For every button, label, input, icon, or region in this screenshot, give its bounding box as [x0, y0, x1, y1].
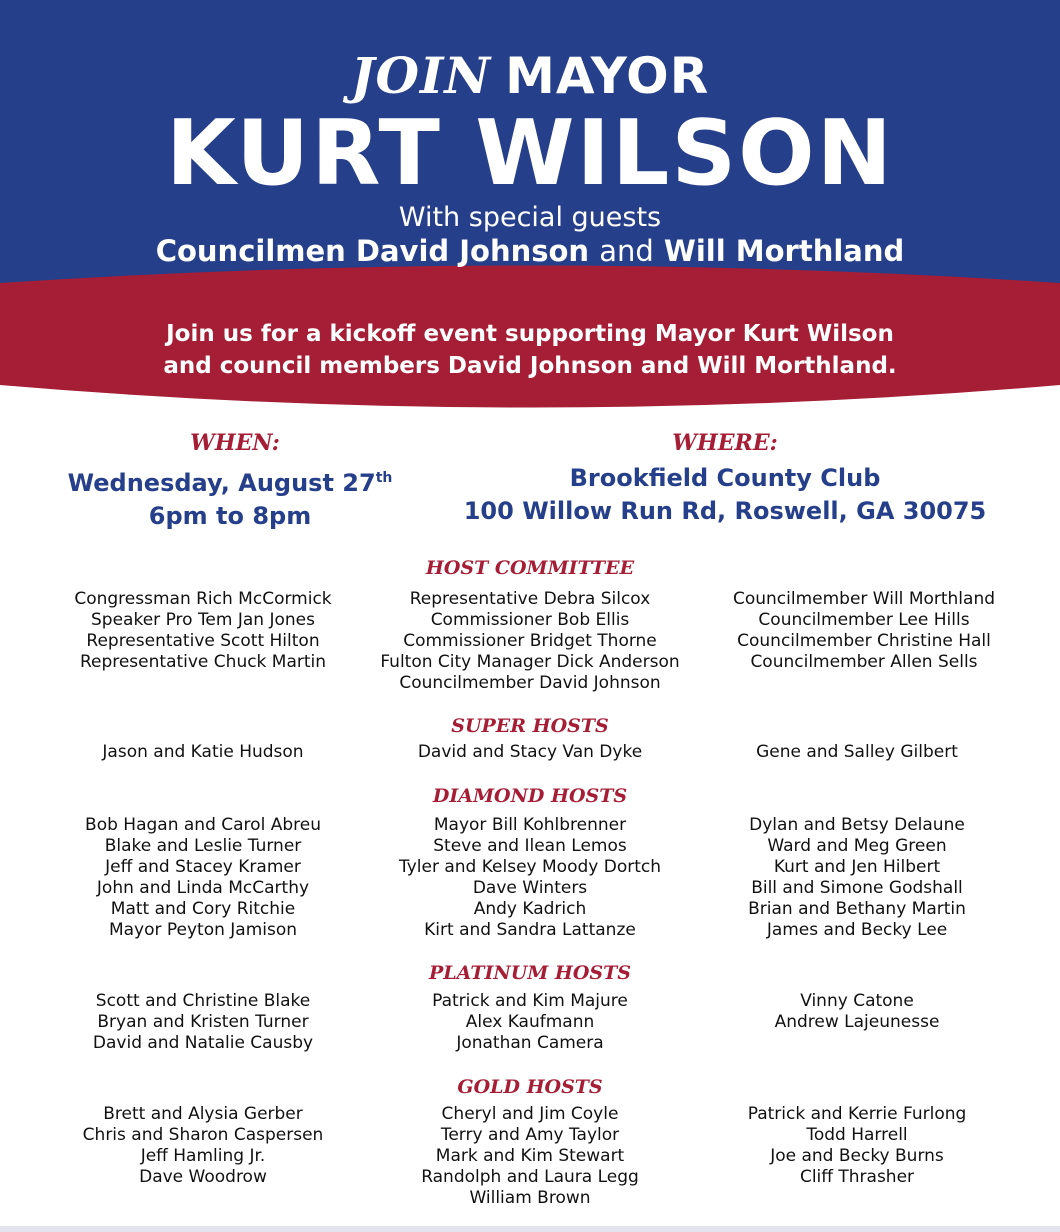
platinum-hosts-title: PLATINUM HOSTS: [428, 962, 632, 984]
host-name: Chris and Sharon Caspersen: [82, 1125, 324, 1145]
event-time: 6pm to 8pm: [148, 502, 312, 530]
host-name: Mayor Peyton Jamison: [108, 920, 298, 940]
guest-1: Councilmen David Johnson: [155, 234, 590, 268]
join-mayor-heading: [0, 46, 1060, 105]
candidate-name: KURT WILSON: [166, 101, 894, 206]
host-name: Commissioner Bridget Thorne: [403, 631, 657, 651]
diamond-hosts-col-2: [360, 815, 700, 941]
host-name: Vinny Catone: [800, 991, 914, 1011]
host-committee-col-3: [694, 589, 1034, 673]
host-name: Kirt and Sandra Lattanze: [424, 920, 636, 940]
kickoff-line-2: and council members David Johnson and Will Morthland.: [163, 353, 897, 379]
kickoff-message: [0, 318, 1060, 382]
host-name: Kurt and Jen Hilbert: [773, 857, 941, 877]
host-name: Representative Chuck Martin: [79, 652, 327, 672]
platinum-hosts-col-1: [33, 991, 373, 1054]
host-name: Cliff Thrasher: [799, 1167, 915, 1187]
host-committee-col-2: [360, 589, 700, 694]
host-name: Councilmember Will Morthland: [732, 589, 996, 609]
super-hosts-col-3: [687, 742, 1027, 763]
gold-hosts-title: GOLD HOSTS: [457, 1076, 603, 1098]
host-name: Matt and Cory Ritchie: [110, 899, 296, 919]
when-details: [40, 462, 420, 533]
host-name: Ward and Meg Green: [767, 836, 947, 856]
host-name: Cheryl and Jim Coyle: [441, 1104, 619, 1124]
where-details: [440, 462, 1010, 528]
host-name: Bryan and Kristen Turner: [97, 1012, 309, 1032]
host-name: Scott and Christine Blake: [95, 991, 311, 1011]
gold-hosts-col-2: [360, 1104, 700, 1209]
super-hosts-title: SUPER HOSTS: [451, 715, 609, 737]
host-name: David and Natalie Causby: [92, 1033, 314, 1053]
host-name: Congressman Rich McCormick: [74, 589, 332, 609]
host-name: Alex Kaufmann: [465, 1012, 595, 1032]
host-name: Bill and Simone Godshall: [751, 878, 963, 898]
host-name: Councilmember Allen Sells: [750, 652, 978, 672]
diamond-hosts-col-3: [687, 815, 1027, 941]
host-name: William Brown: [469, 1188, 591, 1208]
host-name: David and Stacy Van Dyke: [417, 742, 643, 762]
host-name: Representative Scott Hilton: [86, 631, 320, 651]
host-name: Steve and Ilean Lemos: [433, 836, 627, 856]
gold-hosts-col-1: [33, 1104, 373, 1188]
event-date-text: Wednesday, August 27: [67, 469, 376, 497]
host-name: Randolph and Laura Legg: [421, 1167, 639, 1187]
bottom-edge-bar: [0, 1226, 1060, 1232]
host-name: Terry and Amy Taylor: [440, 1125, 620, 1145]
host-name: Representative Debra Silcox: [409, 589, 651, 609]
host-name: Bob Hagan and Carol Abreu: [85, 815, 321, 835]
host-name: Jonathan Camera: [456, 1033, 604, 1053]
super-hosts-col-2: [360, 742, 700, 763]
host-name: Gene and Salley Gilbert: [756, 742, 958, 762]
where-label: WHERE:: [672, 430, 778, 456]
host-committee-col-1: [33, 589, 373, 673]
guest-and: and: [599, 234, 654, 268]
platinum-hosts-col-3: [687, 991, 1027, 1033]
host-name: James and Becky Lee: [766, 920, 948, 940]
host-name: Tyler and Kelsey Moody Dortch: [398, 857, 661, 877]
host-name: Patrick and Kerrie Furlong: [747, 1104, 967, 1124]
venue-name: Brookfield County Club: [569, 464, 881, 492]
join-word: JOIN: [350, 46, 492, 105]
host-name: Councilmember Lee Hills: [758, 610, 970, 630]
diamond-hosts-title: DIAMOND HOSTS: [432, 785, 628, 807]
guest-names: [0, 234, 1060, 268]
diamond-hosts-col-1: [33, 815, 373, 941]
platinum-hosts-col-2: [360, 991, 700, 1054]
host-name: Andy Kadrich: [473, 899, 587, 919]
host-committee-title: HOST COMMITTEE: [425, 557, 635, 579]
host-name: Jeff Hamling Jr.: [140, 1146, 266, 1166]
host-name: Mark and Kim Stewart: [435, 1146, 625, 1166]
host-name: Councilmember David Johnson: [399, 673, 661, 693]
special-guests-line: With special guests: [398, 202, 662, 233]
host-name: Fulton City Manager Dick Anderson: [380, 652, 680, 672]
host-name: Mayor Bill Kohlbrenner: [433, 815, 627, 835]
kickoff-line-1: Join us for a kickoff event supporting Mayor Kurt Wilson: [166, 321, 894, 347]
host-name: John and Linda McCarthy: [96, 878, 310, 898]
mayor-word: MAYOR: [505, 47, 710, 105]
super-hosts-col-1: [33, 742, 373, 763]
venue-address: 100 Willow Run Rd, Roswell, GA 30075: [463, 497, 987, 525]
host-name: Commissioner Bob Ellis: [430, 610, 630, 630]
host-name: Speaker Pro Tem Jan Jones: [91, 610, 315, 630]
host-name: Jason and Katie Hudson: [102, 742, 304, 762]
guest-2: Will Morthland: [663, 234, 905, 268]
when-label: WHEN:: [190, 430, 280, 456]
host-name: Blake and Leslie Turner: [104, 836, 302, 856]
host-name: Andrew Lajeunesse: [774, 1012, 940, 1032]
event-date: [40, 462, 420, 500]
host-name: Dylan and Betsy Delaune: [749, 815, 965, 835]
host-name: Brian and Bethany Martin: [748, 899, 966, 919]
host-name: Brett and Alysia Gerber: [103, 1104, 303, 1124]
host-name: Patrick and Kim Majure: [432, 991, 628, 1011]
host-name: Jeff and Stacey Kramer: [105, 857, 301, 877]
host-name: Dave Woodrow: [139, 1167, 267, 1187]
host-name: Joe and Becky Burns: [770, 1146, 944, 1166]
gold-hosts-col-3: [687, 1104, 1027, 1188]
event-date-suffix: th: [375, 470, 393, 486]
host-name: Todd Harrell: [806, 1125, 908, 1145]
host-name: Dave Winters: [472, 878, 588, 898]
host-name: Councilmember Christine Hall: [737, 631, 991, 651]
